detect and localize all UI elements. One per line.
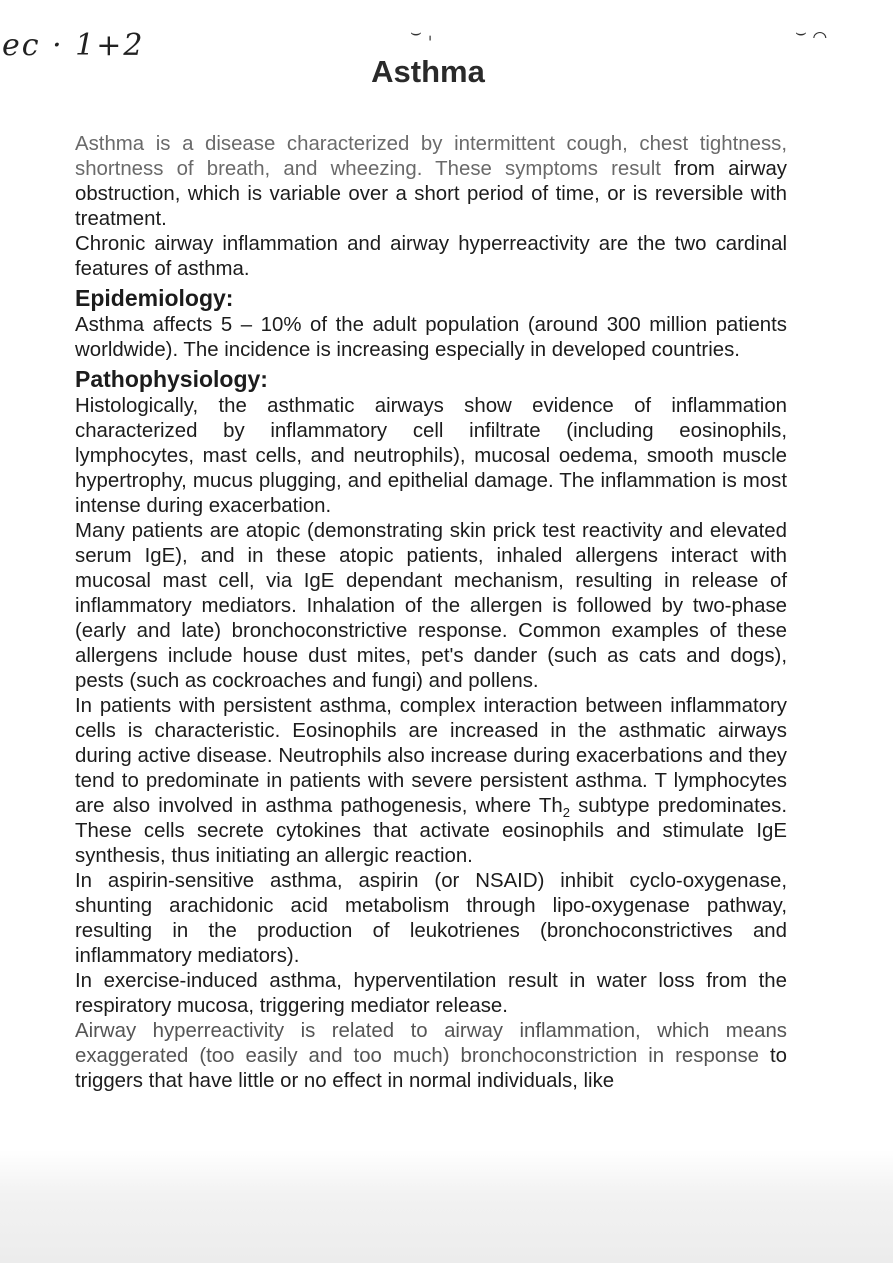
hyperreactivity-paragraph bbox=[75, 1019, 787, 1094]
persistent-text-1: In patients with persistent asthma, complex interaction between inflammatory cells is characteristic. Eosinophils are increased in the asthmatic airways during active disease. Neutrophils also increase during exacerbations and they tend to predominate in patients with severe persistent asthma. T lymphocytes are also involved in asthma pathogenesis, where Th bbox=[75, 695, 787, 817]
intro-faded-text: Asthma is a disease characterized by intermittent cough, chest tightness, shortness of breath, and wheezing. These symptoms result bbox=[75, 133, 787, 180]
atopic-paragraph: Many patients are atopic (demonstrating skin prick test reactivity and elevated serum IgE), and in these atopic patients, inhaled allergens interact with mucosal mast cell, via IgE dependant mechanism, resulting in release of inflammatory mediators. Inhalation of the allergen is followed by two-phase (early and late) bronchoconstrictive response. Common examples of these allergens include house dust mites, pet's dander (such as cats and dogs), pests (such as cockroaches and fungi) and pollens. bbox=[75, 520, 787, 692]
intro-paragraph bbox=[75, 132, 787, 232]
hyperreactivity-text: to triggers that have little or no effect in normal individuals, like bbox=[75, 1045, 787, 1092]
histology-paragraph: Histologically, the asthmatic airways show evidence of inflammation characterized by inflammatory cell infiltrate (including eosinophils, lymphocytes, mast cells, and neutrophils), mucosal oedema, smooth muscle hypertrophy, mucus plugging, and epithelial damage. The inflammation is most intense during exacerbation. bbox=[75, 395, 787, 517]
document-body bbox=[75, 132, 787, 1094]
features-paragraph: Chronic airway inflammation and airway hyperreactivity are the two cardinal features of asthma. bbox=[75, 233, 787, 280]
page-title: Asthma bbox=[371, 54, 485, 89]
hyperreactivity-faded-text: Airway hyperreactivity is related to airway inflammation, which means exaggerated (too easily and too much) bronchoconstriction in response bbox=[75, 1020, 787, 1067]
aspirin-paragraph: In aspirin-sensitive asthma, aspirin (or NSAID) inhibit cyclo-oxygenase, shunting arachidonic acid metabolism through lipo-oxygenase pathway, resulting in the production of leukotrienes (bronchoconstrictives and inflammatory mediators). bbox=[75, 870, 787, 967]
handwritten-note: ec · 1+2 bbox=[2, 28, 145, 63]
pen-mark: ⌣ ˌ bbox=[410, 22, 433, 43]
persistent-asthma-paragraph bbox=[75, 694, 787, 869]
persistent-text-2: subtype predominates. These cells secrete cytokines that activate eosinophils and stimulate IgE synthesis, thus initiating an allergic reaction. bbox=[75, 795, 787, 867]
scan-shadow bbox=[0, 1150, 893, 1263]
pen-mark: ⌣ ⌒ bbox=[795, 22, 827, 43]
pathophysiology-heading: Pathophysiology: bbox=[75, 366, 268, 392]
th-subscript: 2 bbox=[562, 805, 570, 821]
exercise-paragraph: In exercise-induced asthma, hyperventilation result in water loss from the respiratory mucosa, triggering mediator release. bbox=[75, 970, 787, 1017]
epidemiology-paragraph: Asthma affects 5 – 10% of the adult population (around 300 million patients worldwide). The incidence is increasing especially in developed countries. bbox=[75, 314, 787, 361]
epidemiology-heading: Epidemiology: bbox=[75, 285, 234, 311]
intro-text: from airway obstruction, which is variable over a short period of time, or is reversible with treatment. bbox=[75, 158, 787, 230]
